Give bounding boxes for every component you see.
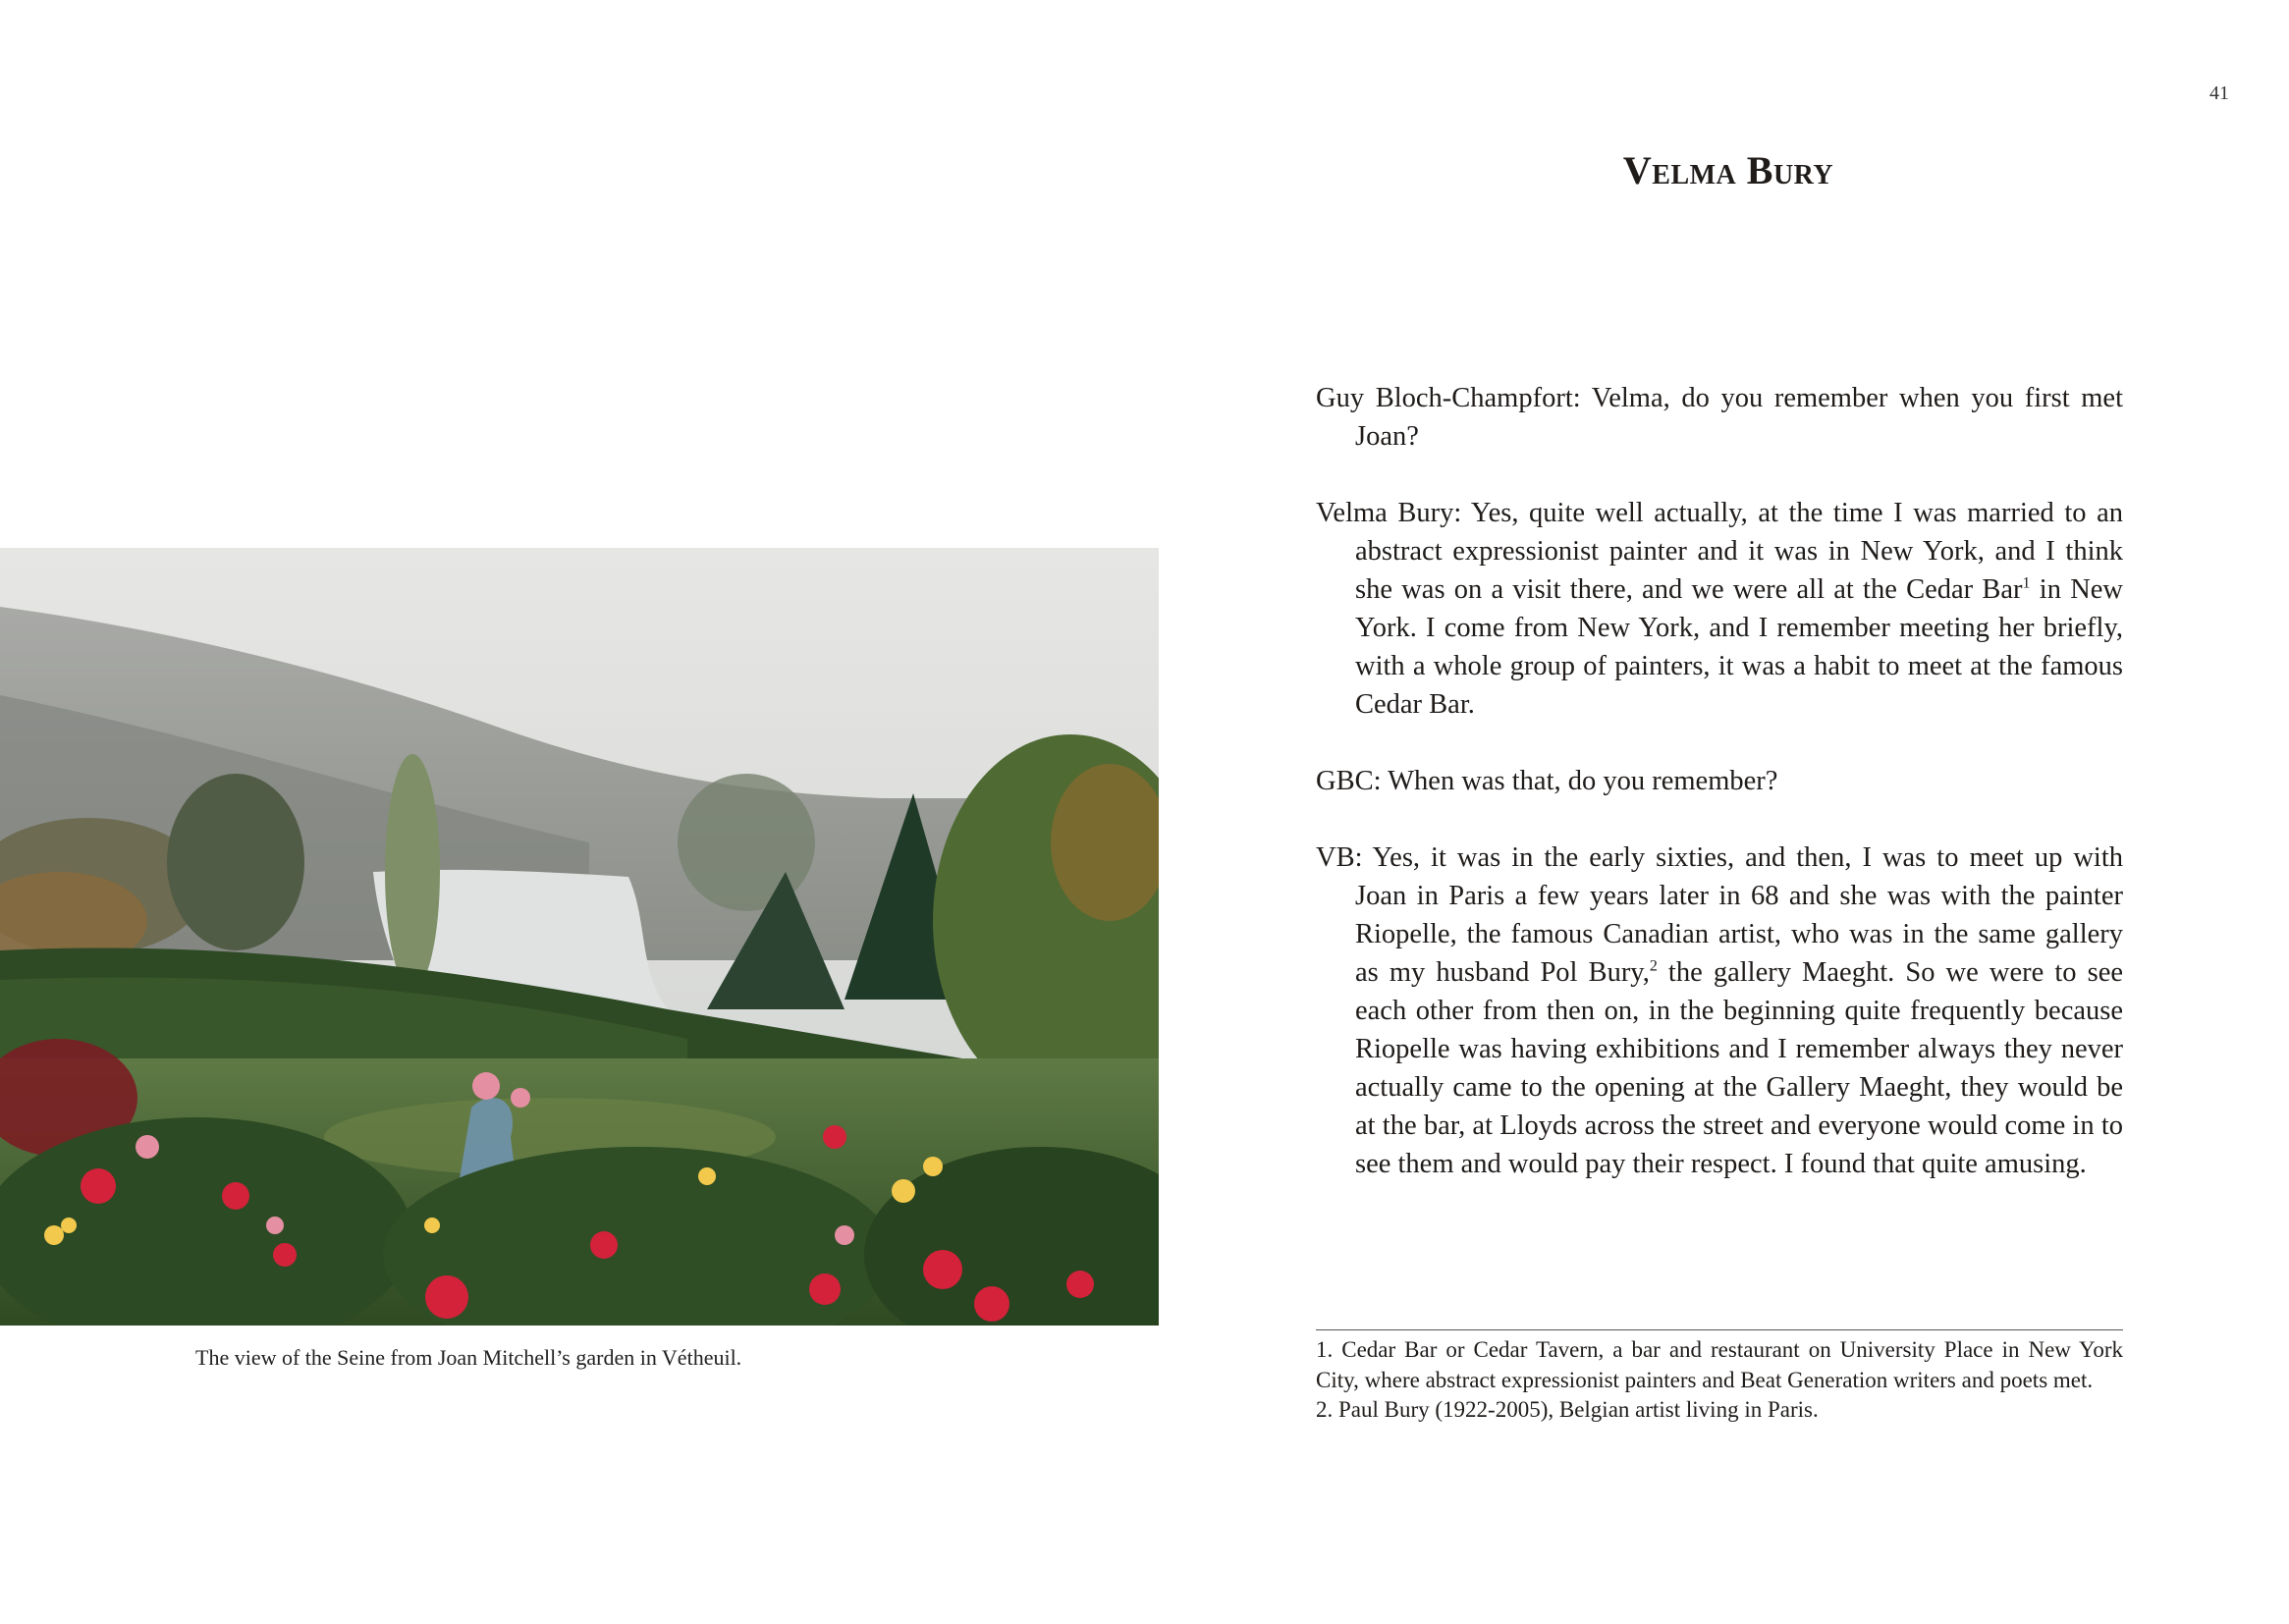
garden-photo xyxy=(0,548,1159,1326)
page-number: 41 xyxy=(2209,82,2229,104)
speaker-name: GBC: xyxy=(1316,766,1382,796)
paragraph-text-continued: in New York. I come from New York, and I remember meeting her briefly, with a whole group of painters, it was a habit to meet at the famous Cedar Bar. xyxy=(1355,574,2124,720)
paragraph-text: Yes, it was in the early sixties, and then, I was to meet up with Joan in Paris a few years later in 68 and she was with the painter Riopelle, the famous Canadian artist, who was in the same gallery as my husband Pol Bury, xyxy=(1355,842,2123,988)
interview-answer xyxy=(1316,494,2123,724)
page-title: Velma Bury xyxy=(1622,148,1834,192)
footnote-reference: 1 xyxy=(2022,574,2031,592)
footnote: 1. Cedar Bar or Cedar Tavern, a bar and restaurant on University Place in New York City, where abstract expressionist painters and Beat Generation writers and poets met. xyxy=(1316,1337,2123,1392)
paragraph-text: When was that, do you remember? xyxy=(1381,766,1778,796)
speaker-name: VB: xyxy=(1316,842,1363,873)
speaker-name: Guy Bloch-Champfort: xyxy=(1316,383,1581,413)
paragraph-text-continued: the gallery Maeght. So we were to see each other from then on, in the beginning quite frequently because Riopelle was having exhibitions and I remember always they never actually came to the opening at the Gallery Maeght, they would be at the bar, at Lloyds across the street and everyone would come in to see them and would pay their respect. I found that quite amusing. xyxy=(1355,957,2123,1179)
footnotes xyxy=(1316,1335,2123,1426)
paragraph-text: Velma, do you remember when you first met Joan? xyxy=(1355,383,2123,452)
footnote: 2. Paul Bury (1922-2005), Belgian artist living in Paris. xyxy=(1316,1397,1819,1422)
footnote-reference: 2 xyxy=(1649,957,1658,975)
photo-caption: The view of the Seine from Joan Mitchell’s garden in Vétheuil. xyxy=(195,1345,742,1370)
footnote-divider xyxy=(1316,1329,2123,1330)
interview-question xyxy=(1316,762,2123,800)
speaker-name: Velma Bury: xyxy=(1316,498,1462,528)
interview-body xyxy=(1316,379,2123,1221)
interview-answer xyxy=(1316,839,2123,1183)
interview-question xyxy=(1316,379,2123,456)
paragraph-text: Yes, quite well actually, at the time I was married to an abstract expressionist painter and it was in New York, and I think she was on a visit there, and we were all at the Cedar Bar xyxy=(1355,498,2124,605)
